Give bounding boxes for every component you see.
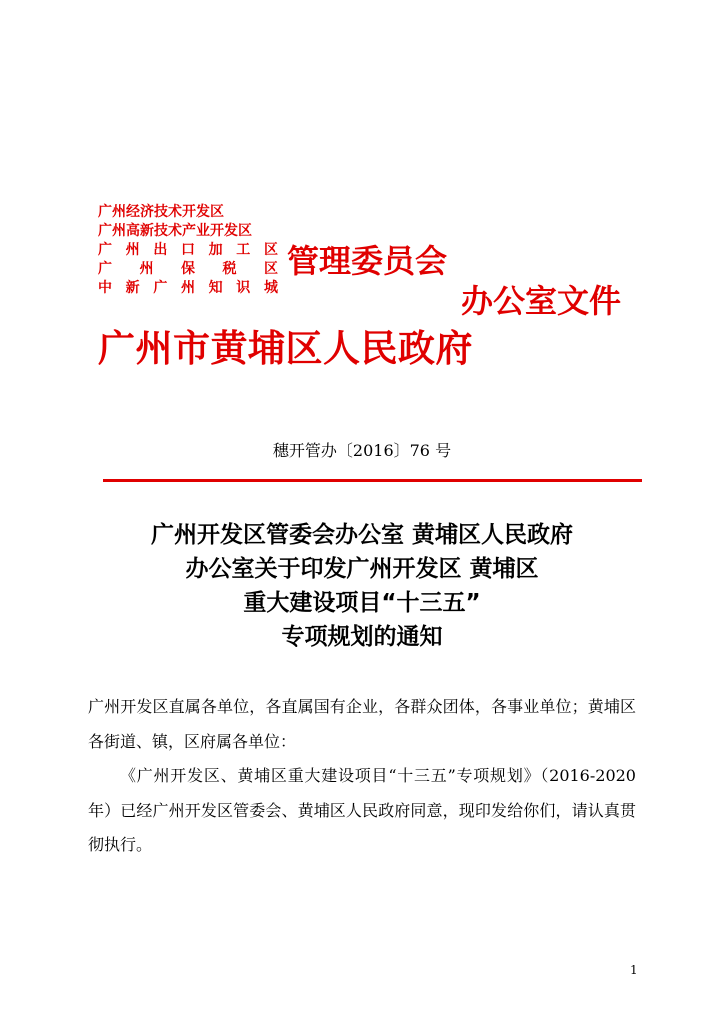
recipients: 广州开发区直属各单位，各直属国有企业，各群众团体，各事业单位；黄埔区各街道、镇，区府属各单位：	[88, 697, 636, 751]
organization-name: 广 州 保 税 区	[98, 261, 278, 277]
organization-list	[98, 203, 298, 298]
office-suffix: 办公室文件	[461, 282, 622, 320]
organization-name: 广州经济技术开发区	[98, 204, 224, 220]
document-title	[60, 518, 664, 654]
title-line: 重大建设项目“十三五”	[243, 590, 481, 616]
title-line: 专项规划的通知	[281, 624, 443, 650]
title-line: 办公室关于印发广州开发区 黄埔区	[185, 556, 539, 582]
organization-name: 广州高新技术产业开发区	[98, 223, 252, 239]
government-name: 广州市黄埔区人民政府	[98, 327, 473, 370]
body-paragraph: 《广州开发区、黄埔区重大建设项目“十三五”专项规划》（2016-2020 年）已经广州开发区管委会、黄埔区人民政府同意，现印发给你们，请认真贯彻执行。	[88, 766, 636, 854]
document-number: 穗开管办〔2016〕76 号	[272, 441, 452, 460]
document-body	[88, 690, 636, 863]
red-divider-line	[103, 479, 642, 482]
page-number: 1	[630, 963, 638, 977]
committee-suffix: 管理委员会	[287, 242, 448, 280]
title-line: 广州开发区管委会办公室 黄埔区人民政府	[150, 522, 573, 548]
organization-name: 中 新 广 州 知 识 城	[98, 280, 278, 296]
organization-name: 广 州 出 口 加 工 区	[98, 242, 278, 258]
